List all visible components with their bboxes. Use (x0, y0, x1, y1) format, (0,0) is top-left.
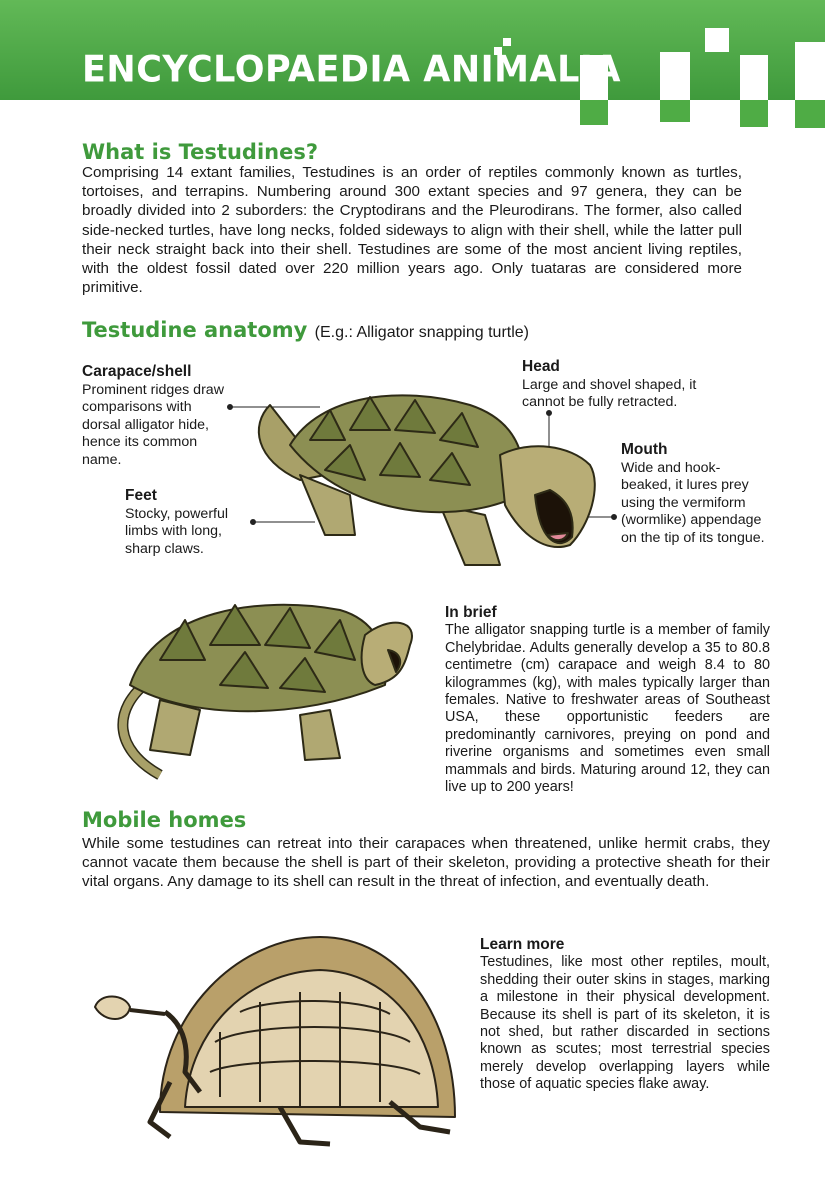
in-brief-text: The alligator snapping turtle is a member of family Chelybridae. Adults generally develop a 35 to 80.8 centimetre (cm) carapace and weigh 8.4 to 80 kilogrammes (kg), with males typically larger than females. Native to freshwater areas of Southeast USA, these opportunistic feeders are predominantly carnivores, preying on pond and riverine organisms and sometimes even small mammals and birds. Maturing around 12, they can live up to 200 years! (445, 622, 770, 796)
illustration-turtle-skeleton (90, 922, 460, 1152)
label-carapace-title: Carapace/shell (82, 363, 192, 380)
in-brief-title: In brief (445, 604, 497, 621)
banner-pixel (580, 100, 608, 125)
banner-pixel (705, 28, 729, 52)
label-feet-title: Feet (125, 487, 157, 504)
learn-more-text: Testudines, like most other reptiles, moult, shedding their outer skins in stages, marking a milestone in their physical development. Because its shell is part of its skeleton, it is not shed, but rather discarded in sections known as scutes; most terrestrial species merely develop overlapping layers while those of aquatic species flake away. (480, 954, 770, 1093)
label-head-title: Head (522, 358, 560, 375)
learn-more-title: Learn more (480, 936, 565, 953)
section-heading-what: What is Testudines? (82, 140, 319, 164)
section-body-mobile: While some testudines can retreat into their carapaces when threatened, unlike hermit crabs, they cannot vacate them because the shell is part of their skeleton, providing a protective sheath for their vital organs. Any damage to its shell can result in the threat of infection, and eventually death. (82, 835, 770, 891)
banner-pixel (503, 38, 511, 46)
banner-pixel (795, 100, 825, 128)
section-body-what: Comprising 14 extant families, Testudines is an order of reptiles commonly known as turtles, tortoises, and terrapins. Numbering around 300 extant species and 97 genera, they can be broadly divided into 2 suborders: the Cryptodirans and the Pleurodirans. The former, also called side-necked turtles, have long necks, folded sideways to align with their shell, while the latter pull their neck straight back into their shell. Testudines are some of the most ancient living reptiles, with the oldest fossil dated over 220 million years ago. Only tuataras are considered more primitive. (82, 164, 742, 297)
label-mouth-text: Wide and hook-beaked, it lures prey using the vermiform (wormlike) appendage on the tip of its tongue. (621, 459, 765, 546)
illustration-snapping-turtle-side (100, 590, 420, 780)
banner-pixel (660, 100, 690, 122)
section-heading-mobile: Mobile homes (82, 808, 247, 832)
anatomy-heading-text: Testudine anatomy (82, 318, 308, 342)
learn-more-box (480, 936, 770, 1094)
banner-pixel (740, 100, 768, 127)
banner-pixel (660, 52, 690, 100)
label-carapace (82, 363, 232, 470)
label-mouth (621, 441, 766, 548)
label-feet-text: Stocky, powerful limbs with long, sharp claws. (125, 505, 229, 557)
banner-pixel (740, 55, 768, 100)
anatomy-subheading: (E.g.: Alligator snapping turtle) (314, 324, 529, 341)
section-heading-anatomy (82, 318, 529, 342)
page-title: ENCYCLOPAEDIA ANIMALIA (82, 49, 621, 91)
label-head-text: Large and shovel shaped, it cannot be fully retracted. (522, 376, 697, 411)
label-mouth-title: Mouth (621, 441, 668, 458)
in-brief-box (445, 604, 770, 796)
label-carapace-text: Prominent ridges draw comparisons with dorsal alligator hide, hence its common name. (82, 381, 224, 468)
illustration-snapping-turtle-anatomy (230, 385, 610, 585)
banner-pixel (795, 42, 825, 100)
